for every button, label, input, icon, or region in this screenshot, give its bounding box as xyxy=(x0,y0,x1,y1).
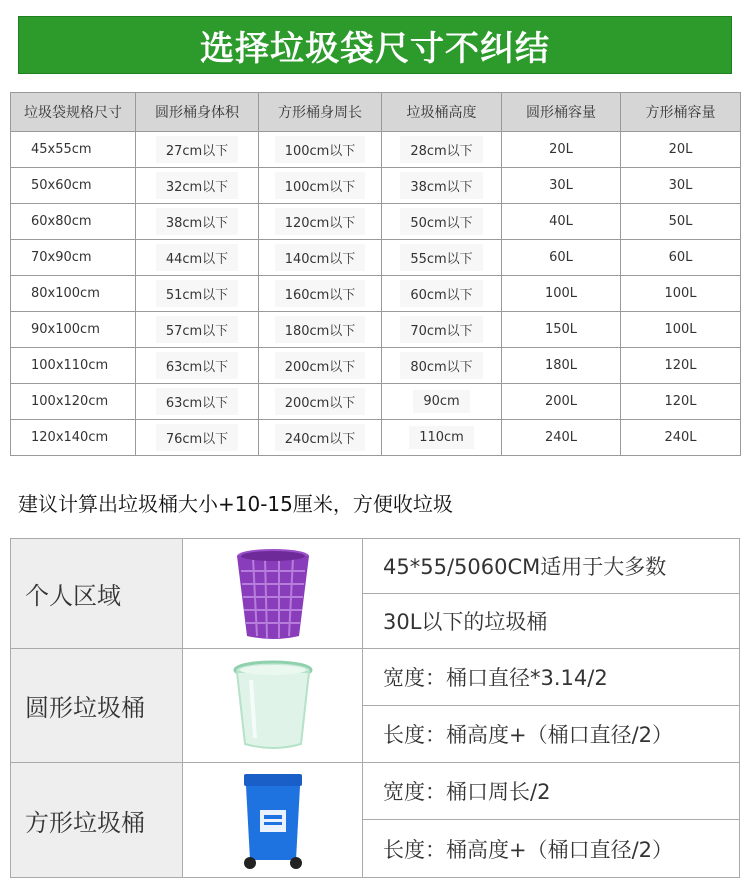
cell-bag-size: 70x90cm xyxy=(11,240,136,276)
size-hint: 建议计算出垃圾桶大小+10-15厘米，方便收垃圾 xyxy=(18,492,453,516)
section-round-bin xyxy=(11,649,739,763)
cell-square-capacity: 240L xyxy=(621,420,741,456)
table-row xyxy=(11,276,741,312)
header-bin-height: 垃圾桶高度 xyxy=(382,93,502,132)
cell-round-capacity: 200L xyxy=(502,384,621,420)
cell-bag-size: 80x100cm xyxy=(11,276,136,312)
cell-square-capacity: 20L xyxy=(621,132,741,168)
cell-square-perimeter: 160cm以下 xyxy=(259,276,382,312)
cell-bin-height: 38cm以下 xyxy=(382,168,502,204)
cell-round-capacity: 20L xyxy=(502,132,621,168)
table-row xyxy=(11,240,741,276)
blue-wheelie-bin-image xyxy=(183,763,363,877)
banner-title: 选择垃圾袋尺寸不纠结 xyxy=(200,28,550,69)
cell-round-capacity: 180L xyxy=(502,348,621,384)
cell-square-perimeter: 120cm以下 xyxy=(259,204,382,240)
cell-bin-height: 60cm以下 xyxy=(382,276,502,312)
cell-bin-height: 70cm以下 xyxy=(382,312,502,348)
cell-round-volume: 63cm以下 xyxy=(136,348,259,384)
header-bag-size: 垃圾袋规格尺寸 xyxy=(11,93,136,132)
cell-bag-size: 100x120cm xyxy=(11,384,136,420)
cell-bin-height: 110cm xyxy=(382,420,502,456)
cell-round-capacity: 60L xyxy=(502,240,621,276)
cell-round-volume: 76cm以下 xyxy=(136,420,259,456)
round-translucent-bin-image xyxy=(183,649,363,762)
cell-round-capacity: 30L xyxy=(502,168,621,204)
info-line-1: 45*55/5060CM适用于大多数 xyxy=(363,539,739,594)
cell-square-perimeter: 240cm以下 xyxy=(259,420,382,456)
info-line-1: 宽度：桶口直径*3.14/2 xyxy=(363,649,739,706)
header-round-capacity: 圆形桶容量 xyxy=(502,93,621,132)
table-header-row xyxy=(11,93,741,132)
cell-round-volume: 63cm以下 xyxy=(136,384,259,420)
cell-round-capacity: 100L xyxy=(502,276,621,312)
cell-bin-height: 80cm以下 xyxy=(382,348,502,384)
cell-square-capacity: 100L xyxy=(621,276,741,312)
cell-bag-size: 90x100cm xyxy=(11,312,136,348)
cell-square-capacity: 50L xyxy=(621,204,741,240)
category-label: 个人区域 xyxy=(11,539,183,648)
table-row xyxy=(11,312,741,348)
section-square-bin xyxy=(11,763,739,877)
cell-bag-size: 100x110cm xyxy=(11,348,136,384)
header-square-perimeter: 方形桶身周长 xyxy=(259,93,382,132)
category-label: 圆形垃圾桶 xyxy=(11,649,183,762)
cell-bin-height: 50cm以下 xyxy=(382,204,502,240)
cell-bag-size: 60x80cm xyxy=(11,204,136,240)
info-line-1: 宽度：桶口周长/2 xyxy=(363,763,739,820)
cell-round-volume: 44cm以下 xyxy=(136,240,259,276)
cell-square-capacity: 30L xyxy=(621,168,741,204)
cell-square-capacity: 120L xyxy=(621,348,741,384)
info-line-2: 长度：桶高度+（桶口直径/2） xyxy=(383,722,674,747)
cell-square-capacity: 60L xyxy=(621,240,741,276)
bin-type-table xyxy=(10,538,740,878)
info-line-2: 长度：桶高度+（桶口直径/2） xyxy=(383,837,674,862)
table-row xyxy=(11,168,741,204)
cell-bin-height: 90cm xyxy=(382,384,502,420)
cell-round-volume: 57cm以下 xyxy=(136,312,259,348)
header-round-volume: 圆形桶身体积 xyxy=(136,93,259,132)
cell-square-capacity: 100L xyxy=(621,312,741,348)
category-label: 方形垃圾桶 xyxy=(11,763,183,877)
cell-bin-height: 28cm以下 xyxy=(382,132,502,168)
title-banner xyxy=(18,16,732,74)
table-row xyxy=(11,348,741,384)
size-table xyxy=(10,92,741,456)
cell-square-perimeter: 200cm以下 xyxy=(259,384,382,420)
cell-round-volume: 51cm以下 xyxy=(136,276,259,312)
purple-woven-bin-image xyxy=(183,539,363,648)
cell-round-volume: 32cm以下 xyxy=(136,168,259,204)
cell-bag-size: 45x55cm xyxy=(11,132,136,168)
cell-round-volume: 27cm以下 xyxy=(136,132,259,168)
cell-round-capacity: 40L xyxy=(502,204,621,240)
table-row xyxy=(11,204,741,240)
cell-square-capacity: 120L xyxy=(621,384,741,420)
cell-round-capacity: 240L xyxy=(502,420,621,456)
cell-round-capacity: 150L xyxy=(502,312,621,348)
table-row xyxy=(11,132,741,168)
cell-square-perimeter: 140cm以下 xyxy=(259,240,382,276)
cell-square-perimeter: 200cm以下 xyxy=(259,348,382,384)
table-row xyxy=(11,384,741,420)
table-row xyxy=(11,420,741,456)
cell-bag-size: 120x140cm xyxy=(11,420,136,456)
section-personal-area xyxy=(11,539,739,649)
cell-bin-height: 55cm以下 xyxy=(382,240,502,276)
cell-round-volume: 38cm以下 xyxy=(136,204,259,240)
cell-square-perimeter: 180cm以下 xyxy=(259,312,382,348)
info-line-2: 30L以下的垃圾桶 xyxy=(383,609,548,634)
cell-square-perimeter: 100cm以下 xyxy=(259,132,382,168)
cell-square-perimeter: 100cm以下 xyxy=(259,168,382,204)
cell-bag-size: 50x60cm xyxy=(11,168,136,204)
header-square-capacity: 方形桶容量 xyxy=(621,93,741,132)
